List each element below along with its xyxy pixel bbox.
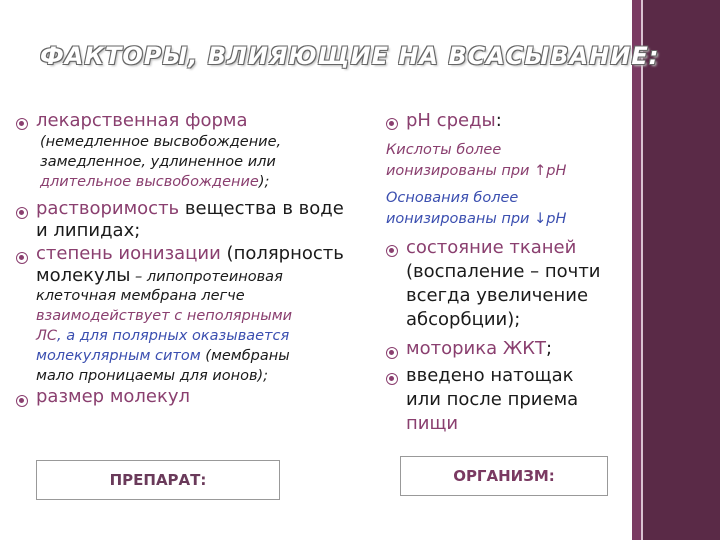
ph-term: рН среды: [406, 110, 496, 131]
fasting-line: или после приема: [406, 389, 579, 410]
bullet-icon: [386, 347, 398, 359]
organism-box: ОРГАНИЗМ:: [400, 456, 608, 496]
side-dark-bar: [643, 0, 720, 540]
solubility-line: и липидах;: [36, 220, 141, 241]
detail-accent: ЛС: [36, 328, 58, 344]
fasting-line: пищи: [406, 413, 459, 434]
solubility-line: [36, 198, 344, 220]
detail-line: [36, 346, 292, 366]
detail-line: [36, 326, 292, 346]
solubility-term: растворимость: [36, 198, 180, 219]
detail-blue: , а для полярных оказывается: [57, 328, 290, 344]
ph-colon: :: [495, 110, 502, 131]
detail-tail: );: [258, 174, 270, 190]
left-item-dosage-form: лекарственная форма: [36, 110, 248, 131]
motility-tail: ;: [546, 338, 553, 359]
bullet-icon: [386, 373, 398, 385]
ph-line: ионизированы при ↑рН: [386, 163, 567, 179]
bullet-icon: [16, 395, 28, 407]
right-item-gi-motility: [406, 338, 552, 359]
solubility-rest: вещества в воде: [179, 198, 344, 219]
detail-line: [40, 172, 281, 192]
tissue-line: абсорбции);: [406, 309, 521, 330]
detail-blue: молекулярным ситом: [36, 348, 201, 364]
bullet-icon: [16, 118, 28, 130]
side-accent-bar: [632, 0, 641, 540]
detail-line: взаимодействует с неполярными: [36, 308, 293, 324]
tissue-line: состояние тканей: [406, 237, 577, 258]
detail-line: клеточная мембрана легче: [36, 288, 245, 304]
left-item-ionization: [36, 243, 344, 288]
bullet-icon: [16, 252, 28, 264]
fasting-line: введено натощак: [406, 365, 574, 386]
left-item-ionization-detail: [36, 286, 292, 386]
tissue-line: всегда увеличение: [406, 285, 589, 306]
ionization-rest: (полярность: [220, 243, 344, 264]
detail-tail: (мембраны: [200, 348, 290, 364]
bullet-icon: [16, 207, 28, 219]
detail-line: (немедленное высвобождение,: [40, 134, 282, 150]
detail-accent: длительное высвобождение: [40, 174, 259, 190]
right-ph-acids: [386, 140, 566, 182]
ionization-term: степень ионизации: [36, 243, 221, 264]
detail-line: мало проницаемы для ионов);: [36, 368, 269, 384]
left-item-solubility: [36, 198, 344, 242]
right-item-fasting: [406, 364, 578, 436]
ionization-note: – липопротеиновая: [130, 269, 283, 285]
tissue-line: (воспаление – почти: [406, 261, 601, 282]
ionization-line: [36, 243, 344, 265]
right-item-ph: [406, 110, 502, 131]
ionization-molecule: молекулы: [36, 265, 131, 286]
ph-line: Кислоты более: [386, 142, 502, 158]
bullet-icon: [386, 245, 398, 257]
motility-term: моторика ЖКТ: [406, 338, 547, 359]
left-item-dosage-form-detail: [40, 132, 281, 192]
ionization-line: [36, 265, 344, 288]
right-ph-bases: [386, 188, 566, 230]
drug-box: ПРЕПАРАТ:: [36, 460, 280, 500]
bullet-icon: [386, 118, 398, 130]
right-item-tissue-state: [406, 236, 601, 332]
ph-line: Основания более: [386, 190, 519, 206]
ph-line: ионизированы при ↓рН: [386, 211, 567, 227]
detail-line: замедленное, удлиненное или: [40, 154, 276, 170]
left-item-molecule-size: размер молекул: [36, 386, 191, 407]
slide-title: ФАКТОРЫ, ВЛИЯЮЩИЕ НА ВСАСЫВАНИЕ:: [40, 42, 660, 70]
